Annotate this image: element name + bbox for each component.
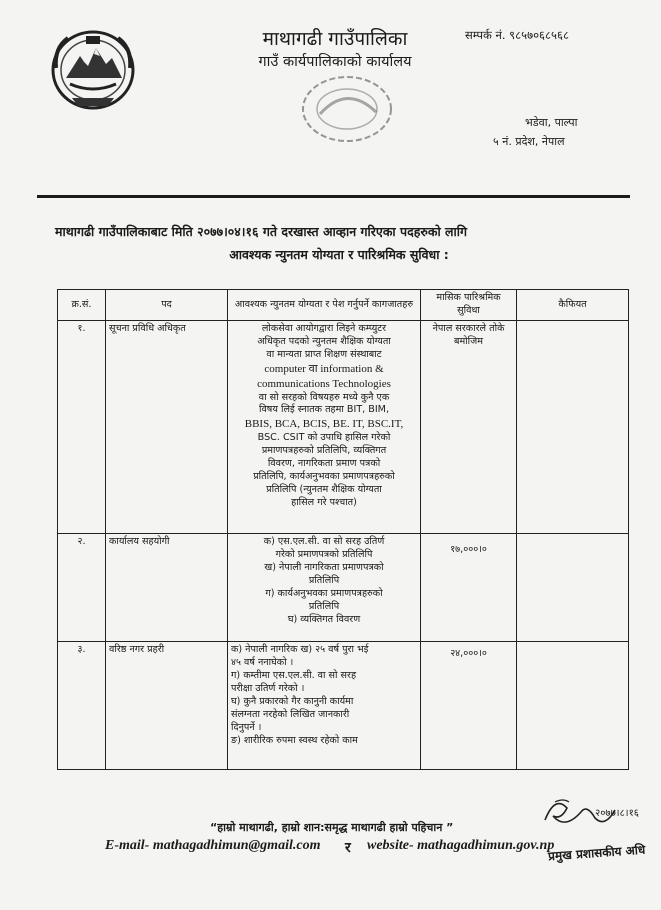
requirement-line: घ) व्यक्तिगत विवरण bbox=[287, 613, 361, 625]
row-post: कार्यालय सहयोगी bbox=[106, 534, 228, 642]
footer-email: E-mail- mathagadhimun@gmail.com bbox=[105, 838, 321, 853]
header-divider bbox=[37, 195, 630, 198]
office-stamp-icon bbox=[300, 74, 395, 144]
requirement-line: BSC. CSIT को उपाधि हासिल गरेको bbox=[257, 432, 391, 444]
row-requirements bbox=[228, 642, 421, 770]
footer-slogan: “हाम्रो माथागढी, हाम्रो शान:समृद्ध माथागढी हाम्रो पहिचान ” bbox=[210, 821, 454, 834]
requirement-line: क) एस.एल.सी. वा सो सरह उतिर्ण bbox=[263, 536, 385, 547]
requirement-line: ४५ वर्ष ननाघेको । bbox=[231, 656, 294, 668]
row-post: सूचना प्रविधि अधिकृत bbox=[106, 321, 228, 534]
table-row bbox=[58, 534, 629, 642]
requirement-line: computer वा information & bbox=[264, 362, 384, 375]
row-serial: २. bbox=[58, 534, 106, 642]
requirement-line: घ) कुनै प्रकारको गैर कानुनी कार्यमा bbox=[231, 695, 354, 707]
requirement-line: प्रतिलिपि bbox=[308, 574, 340, 586]
row-requirements bbox=[228, 321, 421, 534]
requirement-line: वा मान्यता प्राप्त शिक्षण संस्थाबाट bbox=[266, 348, 382, 360]
requirement-line: ग) कार्यअनुभवका प्रमाणपत्रहरुको bbox=[265, 587, 383, 599]
requirement-line: दिनुपर्ने । bbox=[231, 721, 262, 733]
row-salary: नेपाल सरकारले तोके बमोजिम bbox=[421, 321, 517, 534]
requirement-line: प्रतिलिपि bbox=[308, 600, 340, 612]
requirement-line: हासिल गरे पश्चात) bbox=[291, 496, 357, 508]
row-salary: २४,०००।० bbox=[421, 642, 517, 770]
table-header-row bbox=[58, 290, 629, 321]
table-row bbox=[58, 321, 629, 534]
row-remarks bbox=[517, 534, 629, 642]
requirement-line: परीक्षा उतिर्ण गरेको । bbox=[231, 682, 305, 694]
requirements-table bbox=[57, 289, 629, 770]
footer-website: website- mathagadhimun.gov.np bbox=[367, 838, 555, 853]
requirement-line: communications Technologies bbox=[257, 377, 391, 390]
requirement-line: प्रतिलिपि, कार्यअनुभवका प्रमाणपत्रहरुको bbox=[253, 471, 395, 483]
row-salary: १७,०००।० bbox=[421, 534, 517, 642]
signature-date: २०७७।८।१६ bbox=[595, 808, 639, 819]
requirement-line: अधिकृत पदको न्युनतम शैक्षिक योग्यता bbox=[257, 335, 391, 347]
requirement-line: गरेको प्रमाणपत्रको प्रतिलिपि bbox=[275, 548, 373, 560]
requirement-line: विवरण, नागरिकता प्रमाण पत्रको bbox=[267, 458, 381, 470]
requirement-line: क) नेपाली नागरिक ख) २५ वर्ष पुरा भई bbox=[231, 644, 369, 655]
row-serial: १. bbox=[58, 321, 106, 534]
header-salary: मासिक पारिश्रमिक सुविधा bbox=[421, 290, 517, 321]
requirement-line: ख) नेपाली नागरिकता प्रमाणपत्रको bbox=[264, 561, 384, 573]
row-serial: ३. bbox=[58, 642, 106, 770]
requirement-line: BBIS, BCA, BCIS, BE. IT, BSC.IT, bbox=[244, 418, 404, 431]
requirement-line: प्रतिलिपि (न्युनतम शैक्षिक योग्यता bbox=[266, 483, 382, 495]
address-line-1: भडेवा, पाल्पा bbox=[525, 116, 578, 129]
row-remarks bbox=[517, 321, 629, 534]
table-row bbox=[58, 642, 629, 770]
address-line-2: ५ नं. प्रदेश, नेपाल bbox=[493, 135, 565, 148]
requirement-line: विषय लिई स्नातक तहमा BIT, BIM, bbox=[258, 404, 390, 416]
requirement-line: संलग्नता नरहेको लिखित जानकारी bbox=[231, 708, 350, 720]
notice-title-line-1: माथागढी गाउँपालिकाबाट मिति २०७७।०४।१६ गते दरखास्त आव्हान गरिएका पदहरुको लागि bbox=[55, 224, 468, 239]
footer-separator: र bbox=[345, 840, 351, 856]
contact-number: सम्पर्क नं. ९८५७०६८५६८ bbox=[465, 28, 569, 42]
header-requirements: आवश्यक न्युनतम योग्यता र पेश गर्नुपर्ने कागजातहरु bbox=[228, 290, 421, 321]
requirement-line: ग) कम्तीमा एस.एल.सी. वा सो सरह bbox=[231, 669, 357, 681]
office-subtitle: गाउँ कार्यपालिकाको कार्यालय bbox=[258, 54, 412, 70]
office-name: माथागढी गाउँपालिका bbox=[262, 28, 408, 50]
requirement-line: ङ) शारीरिक रुपमा स्वस्थ रहेको काम bbox=[231, 734, 358, 746]
header-remarks: कैफियत bbox=[517, 290, 629, 321]
signatory-title: प्रमुख प्रशासकीय अधि bbox=[547, 842, 646, 864]
notice-title-line-2: आवश्यक न्युनतम योग्यता र पारिश्रमिक सुविधा : bbox=[229, 247, 449, 262]
requirement-line: लोकसेवा आयोगद्वारा लिइने कम्प्युटर bbox=[261, 323, 387, 334]
row-requirements bbox=[228, 534, 421, 642]
row-post: वरिष्ठ नगर प्रहरी bbox=[106, 642, 228, 770]
government-emblem-icon bbox=[50, 28, 136, 110]
requirement-line: वा सो सरहको विषयहरु मध्ये कुनै एक bbox=[258, 391, 390, 403]
row-remarks bbox=[517, 642, 629, 770]
header-serial: क्र.सं. bbox=[58, 290, 106, 321]
requirement-line: प्रमाणपत्रहरुको प्रतिलिपि, व्यक्तिगत bbox=[261, 445, 387, 457]
header-post: पद bbox=[106, 290, 228, 321]
